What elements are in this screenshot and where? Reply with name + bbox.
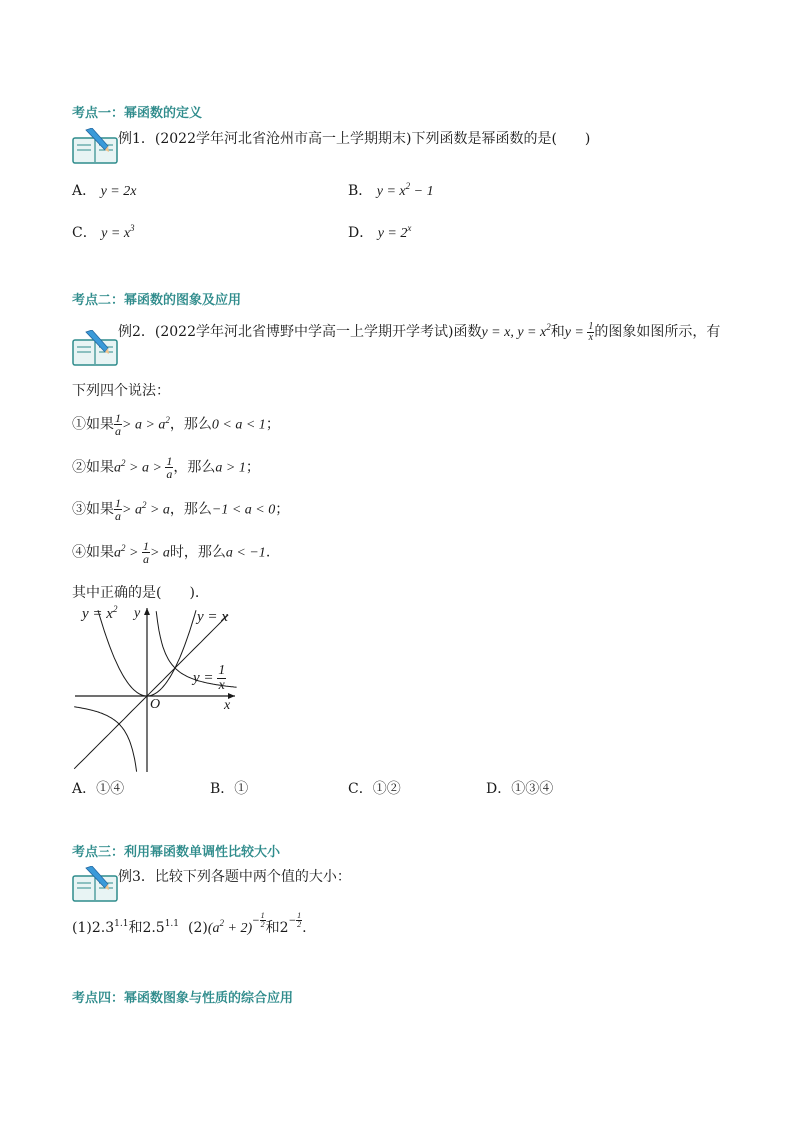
statement-text: 时，那么 — [169, 544, 226, 561]
section-heading-2: 考点二：幂函数的图象及应用 — [72, 293, 242, 308]
exponent: x — [407, 223, 412, 233]
label-text: y = — [193, 669, 214, 686]
exponent: 2 — [165, 414, 170, 425]
fraction — [217, 664, 226, 693]
denominator: 2 — [297, 920, 302, 929]
option-label: D． — [348, 225, 374, 241]
option-expression-tail: − 1 — [410, 184, 434, 199]
statement-text: ； — [265, 416, 280, 433]
fraction — [114, 497, 122, 522]
option-expression: y = 2 — [377, 226, 408, 241]
denominator: x — [588, 331, 594, 343]
statement-text: . — [265, 544, 271, 561]
part-text: 2 — [279, 920, 289, 936]
example-3-part-2 — [188, 911, 307, 938]
part-text: (2) — [188, 920, 208, 936]
part-text: 2.5 — [142, 920, 165, 936]
option-label: B． — [348, 183, 373, 199]
statement-math: > a > — [125, 460, 166, 476]
statement-math: > a — [149, 545, 170, 561]
minus-sign: − — [252, 916, 260, 926]
denominator: a — [115, 424, 121, 438]
choice-d: D．①③④ — [486, 781, 554, 797]
statement-math: 0 < a < 1 — [211, 417, 266, 433]
option-expression: y = 2x — [100, 184, 137, 199]
statement-text: ，那么 — [169, 501, 212, 518]
fraction — [296, 912, 302, 929]
exponent: 2 — [219, 918, 225, 928]
option-expression: y = x — [101, 226, 131, 241]
statement-math: a — [114, 460, 121, 476]
numerator: 1 — [260, 911, 265, 920]
statement-math: a < −1 — [225, 545, 266, 561]
label-y-equals-recip — [193, 664, 226, 693]
part-text: 和 — [265, 920, 280, 936]
denominator: 2 — [260, 920, 265, 929]
hyperbola-branch-left — [74, 707, 136, 772]
y-axis-arrow-icon — [144, 608, 150, 615]
book-pencil-icon — [72, 128, 118, 164]
statement-text: ②如果 — [72, 459, 114, 476]
example-3-part-1 — [72, 917, 179, 937]
negative-fraction-exponent — [288, 911, 303, 929]
exponent: 1.1 — [114, 919, 129, 929]
label-text: y = x — [82, 606, 113, 622]
label-x-axis: x — [224, 698, 231, 713]
exponent: 1.1 — [164, 919, 180, 929]
option-c — [72, 222, 135, 242]
fraction — [114, 412, 122, 437]
example-1-prompt: 例1．(2022学年河北省沧州市高一上学期期末)下列函数是幂函数的是( ) — [118, 131, 591, 147]
statement-math: > a > a — [122, 417, 166, 433]
statement-math: −1 < a < 0 — [211, 502, 276, 518]
question-text: 其中正确的是( ). — [72, 585, 200, 601]
numerator: 1 — [142, 539, 149, 553]
statement-text: ③如果 — [72, 501, 114, 518]
numerator: 1 — [218, 663, 226, 678]
section-heading-4: 考点四：幂函数图象与性质的综合应用 — [72, 991, 294, 1006]
option-a — [72, 180, 136, 200]
book-pencil-icon — [72, 866, 118, 902]
label-y-equals-x-squared — [82, 606, 117, 623]
exponent: 2 — [405, 181, 411, 191]
statement-math: a — [114, 545, 121, 561]
label-y-equals-x: y = x — [197, 609, 228, 625]
part-text: (1)2.3 — [72, 920, 115, 936]
statement-text: ①如果 — [72, 416, 114, 433]
denominator: a — [115, 509, 121, 523]
statement-math: > — [125, 545, 142, 561]
statement-math: > a — [146, 502, 170, 518]
statement-math: a > 1 — [215, 460, 246, 476]
exponent: 3 — [130, 223, 135, 233]
numerator: 1 — [297, 911, 302, 920]
denominator: x — [218, 678, 225, 693]
statement-3 — [72, 497, 289, 522]
statement-text: ④如果 — [72, 544, 114, 561]
part-text: 和 — [128, 920, 143, 936]
statement-2 — [72, 455, 260, 480]
statement-4 — [72, 540, 270, 565]
option-expression: y = x — [376, 184, 406, 199]
denominator: a — [166, 467, 173, 481]
numerator: 1 — [588, 320, 594, 332]
label-origin: O — [150, 697, 161, 712]
option-label: A． — [72, 183, 97, 199]
option-d — [348, 222, 411, 242]
prompt-text: 和 — [550, 324, 565, 340]
minus-sign: − — [288, 916, 297, 926]
example-2-prompt — [118, 321, 720, 343]
denominator: a — [142, 552, 149, 566]
prompt-text: 的图象如图所示，有 — [594, 324, 721, 340]
part-math: (a — [207, 921, 220, 936]
part-text: . — [302, 920, 307, 936]
numerator: 1 — [115, 496, 121, 510]
exponent: 2 — [112, 604, 118, 614]
section-heading-1: 考点一：幂函数的定义 — [72, 106, 203, 121]
statement-1 — [72, 412, 280, 437]
statement-text: ； — [245, 459, 260, 476]
fraction — [142, 540, 150, 565]
function-expr: y = x, y = x — [481, 325, 547, 340]
fraction — [260, 912, 266, 929]
statement-text: ，那么 — [173, 459, 216, 476]
negative-fraction-exponent — [252, 911, 266, 929]
statement-text: ； — [275, 501, 290, 518]
book-pencil-icon — [72, 330, 118, 366]
example-3-prompt: 例3．比较下列各题中两个值的大小： — [118, 869, 351, 885]
label-y-axis: y — [134, 606, 141, 621]
exponent: 2 — [141, 499, 147, 510]
exponent: 2 — [546, 322, 551, 332]
exponent: 2 — [121, 542, 126, 553]
exponent: 2 — [121, 457, 126, 468]
choice-b: B．① — [210, 781, 249, 797]
section-heading-3: 考点三：利用幂函数单调性比较大小 — [72, 845, 281, 860]
option-b — [348, 180, 434, 200]
numerator: 1 — [115, 411, 121, 425]
choice-c: C．①② — [348, 781, 401, 797]
part-math: + 2) — [224, 921, 253, 936]
choice-a: A．①④ — [72, 781, 125, 797]
statements-intro: 下列四个说法： — [72, 383, 170, 399]
statement-math: > a — [122, 502, 142, 518]
prompt-text: 例2．(2022学年河北省博野中学高一上学期开学考试)函数 — [118, 324, 482, 340]
numerator: 1 — [166, 454, 173, 468]
statement-text: ，那么 — [169, 416, 212, 433]
function-expr: y = — [564, 325, 588, 340]
option-label: C． — [72, 225, 97, 241]
